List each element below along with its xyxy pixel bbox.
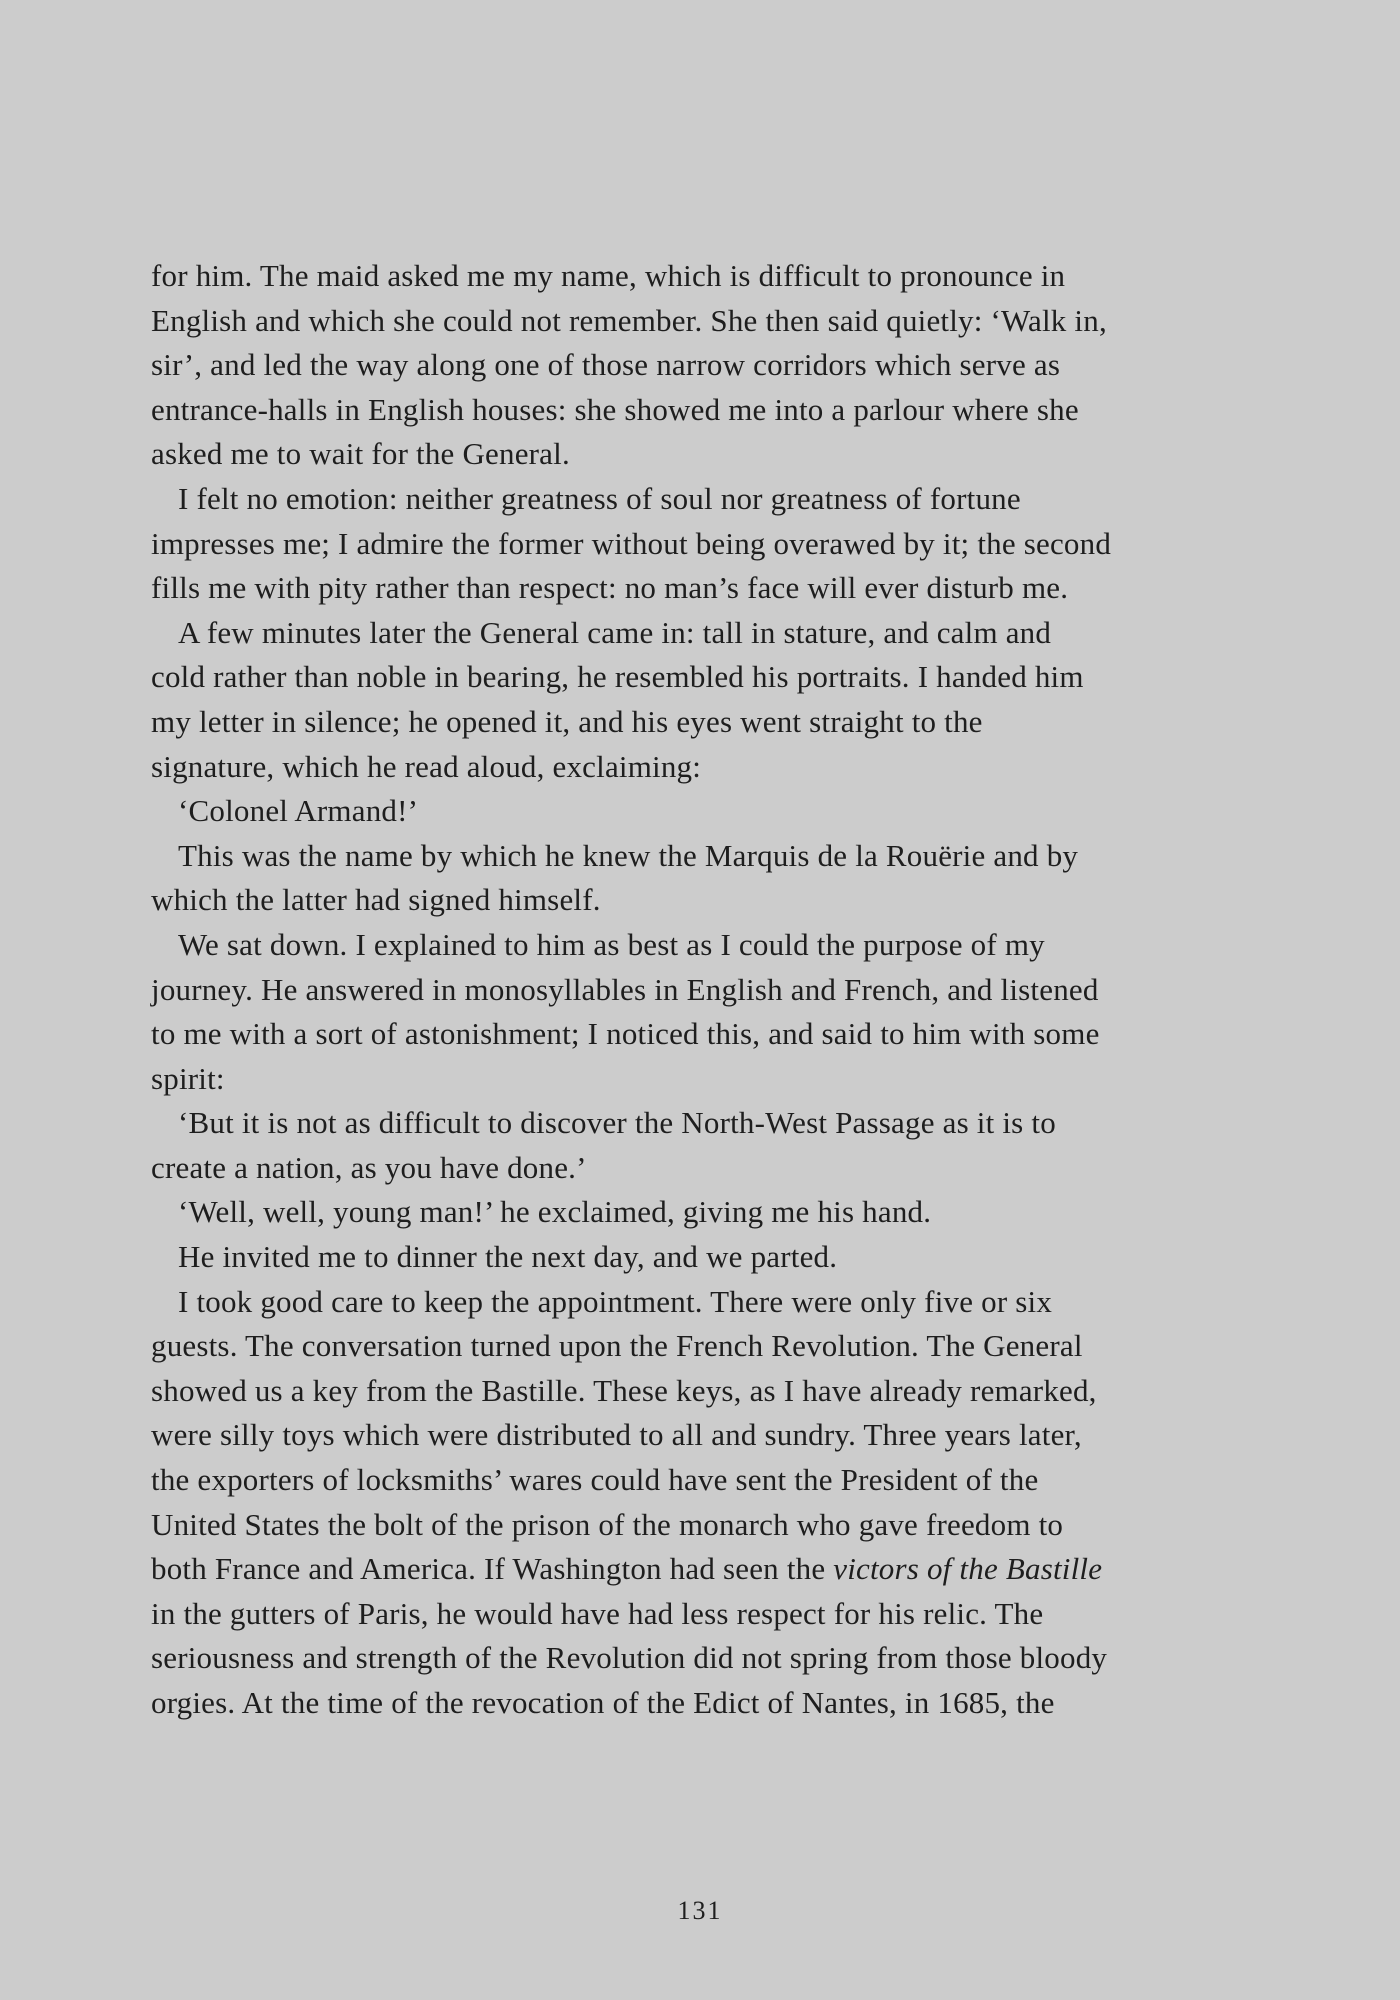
paragraph [151, 923, 1251, 1101]
text-line: United States the bolt of the prison of the monarch who gave freedom to [151, 1506, 1064, 1542]
text-line: ‘Well, well, young man!’ he exclaimed, giving me his hand. [178, 1194, 932, 1230]
text-line: ‘But it is not as difficult to discover the North-West Passage as it is to [178, 1105, 1056, 1141]
text-line: were silly toys which were distributed to all and sundry. Three years later, [151, 1417, 1082, 1453]
text-line: seriousness and strength of the Revolution did not spring from those bloody [151, 1640, 1108, 1676]
text-line: for him. The maid asked me my name, which is difficult to pronounce in [151, 258, 1066, 293]
text-line: He invited me to dinner the next day, and we parted. [178, 1239, 838, 1275]
text-line: both France and America. If Washington had seen the victors of the Bastille [151, 1551, 1103, 1587]
paragraph [151, 1190, 1251, 1235]
paragraph [151, 1235, 1251, 1280]
text-line: fills me with pity rather than respect: no man’s face will ever disturb me. [151, 570, 1069, 606]
paragraph [151, 477, 1251, 611]
paragraph [151, 1280, 1251, 1726]
text-line: A few minutes later the General came in: tall in stature, and calm and [178, 614, 1052, 650]
text-line: orgies. At the time of the revocation of the Edict of Nantes, in 1685, the [151, 1685, 1055, 1720]
paragraph [151, 789, 1251, 834]
paragraph [151, 611, 1251, 789]
text-line: impresses me; I admire the former without being overawed by it; the second [151, 525, 1112, 561]
text-line: spirit: [151, 1060, 225, 1096]
page-number: 131 [677, 1896, 723, 1925]
text-line: ‘Colonel Armand!’ [178, 793, 419, 829]
paragraph [151, 834, 1251, 923]
text-line: cold rather than noble in bearing, he resembled his portraits. I handed him [151, 659, 1084, 695]
text-line: in the gutters of Paris, he would have had less respect for his relic. The [151, 1595, 1044, 1631]
text-line: create a nation, as you have done.’ [151, 1149, 587, 1185]
text-line: signature, which he read aloud, exclaiming: [151, 748, 702, 784]
text-line: asked me to wait for the General. [151, 436, 570, 472]
text-line: the exporters of locksmiths’ wares could have sent the President of the [151, 1462, 1039, 1498]
text-line: journey. He answered in monosyllables in English and French, and listened [151, 971, 1099, 1007]
text-line: I took good care to keep the appointment. There were only five or six [178, 1283, 1053, 1319]
text-line: I felt no emotion: neither greatness of soul nor greatness of fortune [178, 480, 1021, 516]
text-line: my letter in silence; he opened it, and his eyes went straight to the [151, 703, 983, 739]
text-line: which the latter had signed himself. [151, 882, 601, 918]
italic-text: victors of the Bastille [833, 1551, 1103, 1587]
text-line: We sat down. I explained to him as best as I could the purpose of my [178, 926, 1045, 962]
body-text [151, 254, 1251, 1726]
paragraph [151, 1101, 1251, 1190]
text-line: guests. The conversation turned upon the French Revolution. The General [151, 1328, 1083, 1364]
text-line: This was the name by which he knew the Marquis de la Rouërie and by [178, 837, 1079, 873]
text-line: sir’, and led the way along one of those narrow corridors which serve as [151, 347, 1061, 383]
paragraph [151, 254, 1251, 477]
text-line: to me with a sort of astonishment; I noticed this, and said to him with some [151, 1016, 1100, 1052]
text-line: showed us a key from the Bastille. These keys, as I have already remarked, [151, 1372, 1097, 1408]
text-line: English and which she could not remember. She then said quietly: ‘Walk in, [151, 302, 1107, 338]
text-line: entrance-halls in English houses: she showed me into a parlour where she [151, 391, 1079, 427]
